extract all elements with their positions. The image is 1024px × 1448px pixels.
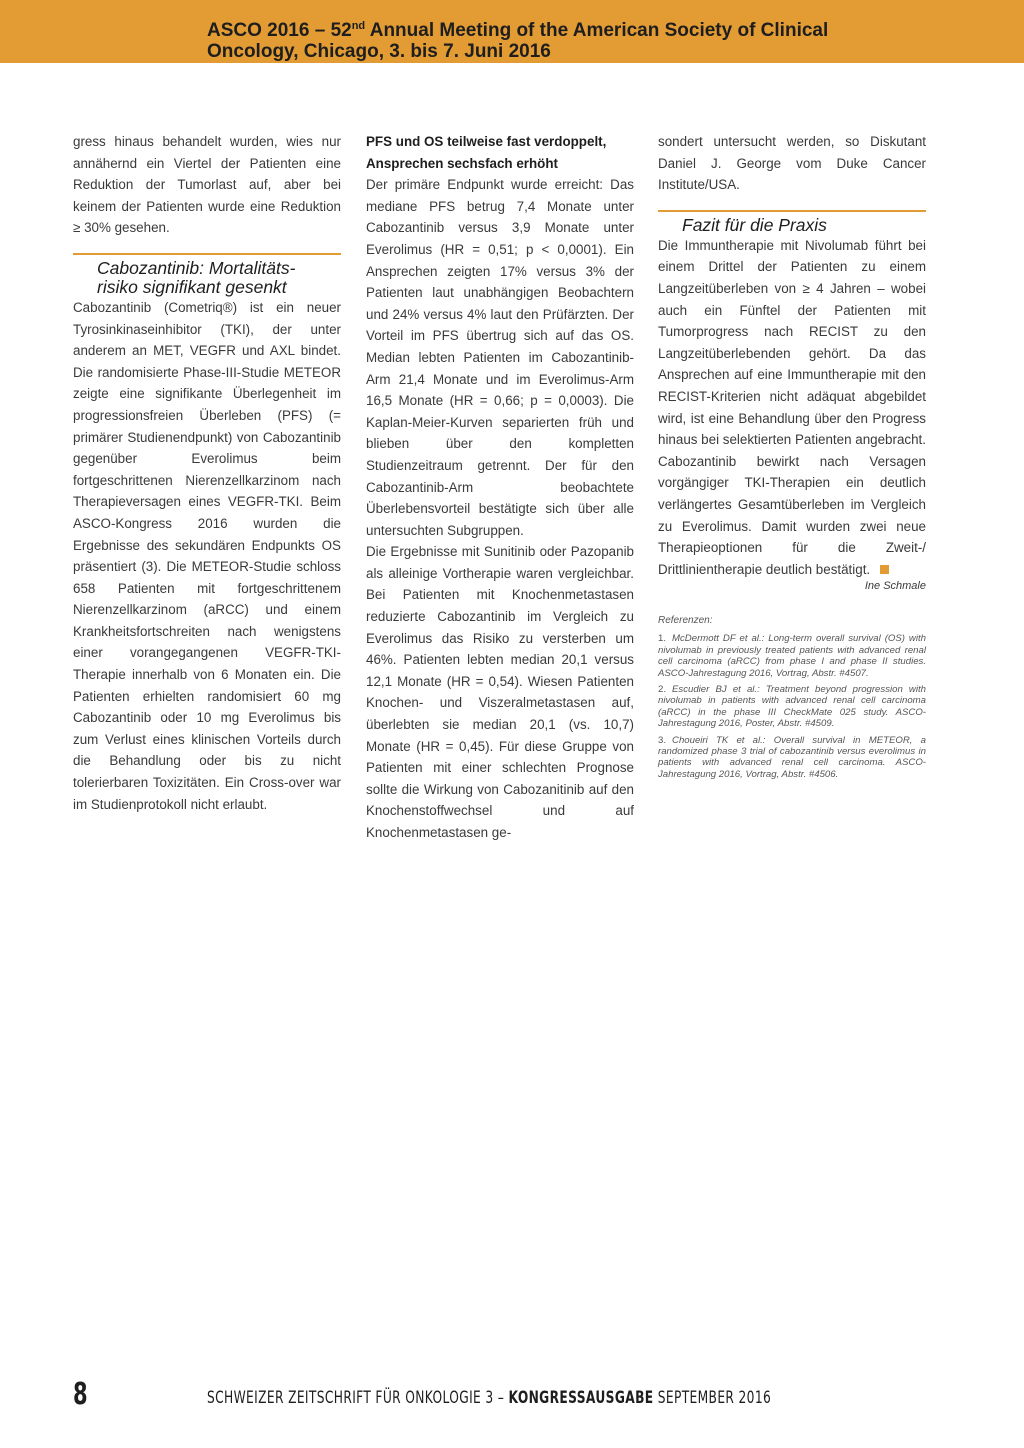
reference-text: Choueiri TK et al.: Overall survival in METEOR, a randomized phase 3 trial of cabozantinib versus everolimus in patients with advanced renal cell carcinoma. ASCO-Jahrestagung 2016, Vortrag, Abstr. #4506. bbox=[658, 734, 926, 780]
col3-paragraph-2: Die Immuntherapie mit Nivolumab führt bei einem Drittel der Patienten zu einem Langzeitüberleben von ≥ 4 Jahren – wobei auch ein Fünftel der Patienten mit Tumorprogress nach RECIST zu den Langzeitüberlebenden gehört. Da das Ansprechen auf eine Immuntherapie mit den RECIST-Kriterien nicht adäquat abgebildet wird, ist eine Behandlung über den Progress hinaus bei selektierten Patienten angebracht. bbox=[658, 237, 926, 448]
section-rule bbox=[73, 253, 341, 255]
col1-paragraph-1: gress hinaus behandelt wurden, wies nur annähernd ein Viertel der Patienten eine Reduktion der Tumorlast auf, aber bei keinem der Patienten wurde eine Reduktion ≥ 30% gesehen. bbox=[73, 134, 341, 236]
col3-paragraph-1: sondert untersucht werden, so Diskutant Daniel J. George vom Duke Cancer Institute/USA. bbox=[658, 134, 926, 193]
section-fazit bbox=[658, 210, 926, 235]
reference-item bbox=[658, 684, 926, 730]
reference-item bbox=[658, 633, 926, 679]
col3-paragraph-3 bbox=[658, 451, 926, 581]
col2-paragraph-2: Die Ergebnisse mit Sunitinib oder Pazopanib als alleinige Vortherapie waren vergleichbar. Bei Patienten mit Knochenmetastasen reduzierte Cabozantinib im Vergleich zu Everolimus das Risiko zu versterben um 46%. Patienten lebten median 20,1 versus 12,1 Monate (HR = 0,54). Wiesen Patienten Knochen- und Viszeralmetastasen auf, überlebten sie median 20,1 (vs. 10,7) Monate (HR = 0,45). Für diese Gruppe von Patienten mit einer schlechten Prognose sollte die Wirkung von Cabozanitinib auf den Knochenstoffwechsel und auf Knochenmetastasen ge- bbox=[366, 544, 634, 840]
references-title: Referenzen: bbox=[658, 615, 713, 627]
journal-name: SCHWEIZER ZEITSCHRIFT FÜR ONKOLOGIE 3 – bbox=[207, 1388, 509, 1408]
reference-number: 2. bbox=[658, 683, 667, 695]
journal-date: SEPTEMBER 2016 bbox=[653, 1388, 772, 1408]
column-1 bbox=[73, 131, 341, 815]
header-line1-sup: nd bbox=[351, 20, 366, 32]
reference-text: McDermott DF et al.: Long-term overall survival (OS) with nivolumab in previously treated patients with advanced renal cell carcinoma (aRCC) from phase I and phase II studies. ASCO-Jahrestagung 2016, Vortrag, Abstr. #4507. bbox=[658, 633, 926, 679]
column-3 bbox=[658, 131, 926, 785]
header-line1-a: ASCO 2016 – 52 bbox=[207, 20, 352, 41]
subheading-line2: Ansprechen sechsfach erhöht bbox=[366, 155, 558, 171]
journal-footer bbox=[207, 1388, 771, 1408]
header-line2: Oncology, Chicago, 3. bis 7. Juni 2016 bbox=[207, 41, 551, 62]
references bbox=[658, 614, 926, 780]
reference-number: 3. bbox=[658, 734, 667, 746]
section-title-line1: Cabozantinib: Mortalitäts- bbox=[97, 257, 296, 278]
reference-item bbox=[658, 735, 926, 781]
page-header-band bbox=[0, 0, 1024, 63]
header-line1-b: Annual Meeting of the American Society of Clinical bbox=[365, 20, 829, 41]
section-title-line2: risiko signifikant gesenkt bbox=[97, 276, 287, 297]
author-name: Ine Schmale bbox=[864, 580, 926, 593]
column-2 bbox=[366, 131, 634, 844]
section-rule bbox=[658, 210, 926, 212]
reference-text: Escudier BJ et al.: Treatment beyond progression with nivolumab in patients with advanced renal cell carcinoma (aRCC) in the phase III CheckMate 025 study. ASCO-Jahrestagung 2016, Poster, Abstr. #4509. bbox=[658, 683, 926, 730]
col1-paragraph-2: Cabozantinib (Cometriq®) ist ein neuer Tyrosinkinaseinhibitor (TKI), der unter anderem an MET, VEGFR und AXL bindet. Die randomisierte Phase-III-Studie METEOR zeigte eine signifikante Überlegenheit im progressionsfreien Überleben (PFS) (= primärer Studienendpunkt) von Cabozantinib gegenüber Everolimus beim fortgeschrittenen Nierenzellkarzinom nach Therapieversagen eines VEGFR-TKI. Beim ASCO-Kongress 2016 wurden die Ergebnisse des sekundären Endpunkts OS präsentiert (3). Die METEOR-Studie schloss 658 Patienten mit fortgeschrittenem Nierenzellkarzinom (aRCC) und einem Krankheitsfortschreiten nach wenigstens einer vorangegangenen VEGFR-TKI-Therapie innerhalb von 6 Monaten ein. Die Patienten erhielten randomisiert 60 mg Cabozantinib oder 10 mg Everolimus bis zum Verlust eines klinischen Vorteils durch die Behandlung oder bis zu nicht tolerierbaren Toxizitäten. Ein Cross-over war im Studienprotokoll nicht erlaubt. bbox=[73, 299, 341, 812]
subheading-pfs-os bbox=[366, 131, 634, 174]
col2-paragraph-1: Der primäre Endpunkt wurde erreicht: Das mediane PFS betrug 7,4 Monate unter Cabozantinib versus 3,9 Monate unter Everolimus (HR = 0,51; p < 0,0001). Ein Ansprechen zeigten 17% versus 3% der Patienten laut unabhängigen Beobachtern und 24% versus 4% laut den Prüfärzten. Der Vorteil im PFS übertrug sich auf das OS. Median lebten Patienten im Cabozantinib-Arm 21,4 Monate und im Everolimus-Arm 16,5 Monate (HR = 0,66; p = 0,0003). Die Kaplan-Meier-Kurven separierten früh und blieben über den kompletten Studienzeitraum getrennt. Der für den Cabozantinib-Arm beobachtete Überlebensvorteil bestätigte sich über alle untersuchten Subgruppen. bbox=[366, 177, 634, 538]
page-number: 8 bbox=[73, 1377, 88, 1412]
end-mark-square-icon bbox=[880, 565, 889, 574]
journal-edition: KONGRESSAUSGABE bbox=[508, 1388, 654, 1408]
section-title-fazit: Fazit für die Praxis bbox=[682, 214, 827, 235]
reference-number: 1. bbox=[658, 633, 667, 645]
section-cabozantinib bbox=[73, 253, 341, 297]
section-title bbox=[73, 259, 341, 297]
subheading-line1: PFS und OS teilweise fast verdoppelt, bbox=[366, 134, 607, 149]
col3-paragraph-3-text: Cabozantinib bewirkt nach Versagen vorgängiger TKI-Therapien ein deutlich verlängertes Gesamtüberleben im Vergleich zu Everolimus. Damit wurden zwei neue Therapieoptionen für die Zweit-/ Drittlinientherapie deutlich bestätigt. bbox=[658, 453, 926, 577]
page-header-title bbox=[207, 20, 987, 62]
